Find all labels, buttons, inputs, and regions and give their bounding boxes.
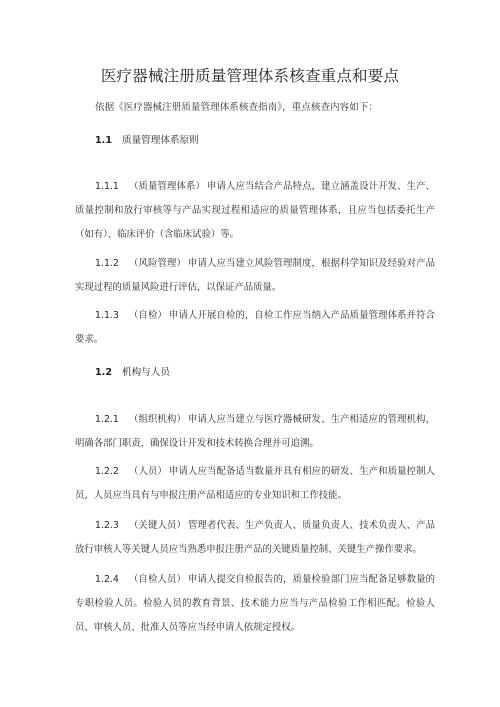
document-title: 医疗器械注册质量管理体系核查重点和要点 [100, 67, 400, 85]
section-title: 质量管理体系原则 [122, 135, 199, 146]
clause-1-1-2 [75, 252, 435, 300]
clause-number: 1.1.3 [95, 310, 119, 321]
section-number: 1.1 [95, 135, 112, 146]
section-heading-1-2 [95, 366, 170, 380]
clause-1-2-2 [75, 460, 435, 508]
clause-tag: （自检人员） [128, 574, 187, 585]
clause-1-2-3 [75, 514, 435, 562]
clause-1-1-1 [75, 175, 435, 247]
clause-number: 1.2.3 [95, 520, 119, 531]
clause-number: 1.1.2 [95, 258, 119, 269]
clause-tag: （风险管理） [128, 258, 187, 269]
clause-number: 1.2.2 [95, 466, 119, 477]
clause-text: 申请人应当结合产品特点，建立涵盖设计开发、生产、质量控制和放行审核等与产品实现过程相适应的质量管理体系，且应当包括委托生产（如有）、临床评价（含临床试验）等。 [75, 181, 435, 240]
clause-tag: （关键人员） [128, 520, 187, 531]
section-heading-1-1 [95, 134, 199, 148]
clause-tag: （自检） [128, 310, 168, 321]
clause-text: 申请人开展自检的，自检工作应当纳入产品质量管理体系并符合要求。 [75, 310, 435, 345]
clause-1-2-1 [75, 408, 435, 456]
clause-number: 1.2.4 [95, 574, 119, 585]
clause-text: 申请人应当建立风险管理制度，根据科学知识及经验对产品实现过程的质量风险进行评估，以保证产品质量。 [75, 258, 435, 293]
section-title: 机构与人员 [122, 367, 170, 378]
clause-tag: （人员） [128, 466, 168, 477]
clause-text: 申请人提交自检报告的，质量检验部门应当配备足够数量的专职检验人员。检验人员的教育背景、技术能力应当与产品检验工作相匹配。检验人员、审核人员、批准人员等应当经申请人依规定授权。 [75, 574, 435, 633]
section-number: 1.2 [95, 367, 112, 378]
clause-tag: （质量管理体系） [128, 181, 206, 192]
clause-text: 申请人应当配备适当数量并具有相应的研发、生产和质量控制人员，人员应当具有与申报注册产品相适应的专业知识和工作技能。 [75, 466, 435, 501]
clause-text: 申请人应当建立与医疗器械研发、生产相适应的管理机构，明确各部门职责，确保设计开发和技术转换合理并可追溯。 [75, 414, 435, 449]
clause-number: 1.1.1 [95, 181, 119, 192]
clause-number: 1.2.1 [95, 414, 119, 425]
clause-text: 管理者代表、生产负责人、质量负责人、技术负责人、产品放行审核人等关键人员应当熟悉申报注册产品的关键质量控制、关键生产操作要求。 [75, 520, 435, 555]
clause-tag: （组织机构） [128, 414, 187, 425]
clause-1-2-4 [75, 568, 435, 640]
intro-text: 依据《医疗器械注册质量管理体系核查指南》，重点核查内容如下： [95, 102, 379, 113]
clause-1-1-3 [75, 304, 435, 352]
